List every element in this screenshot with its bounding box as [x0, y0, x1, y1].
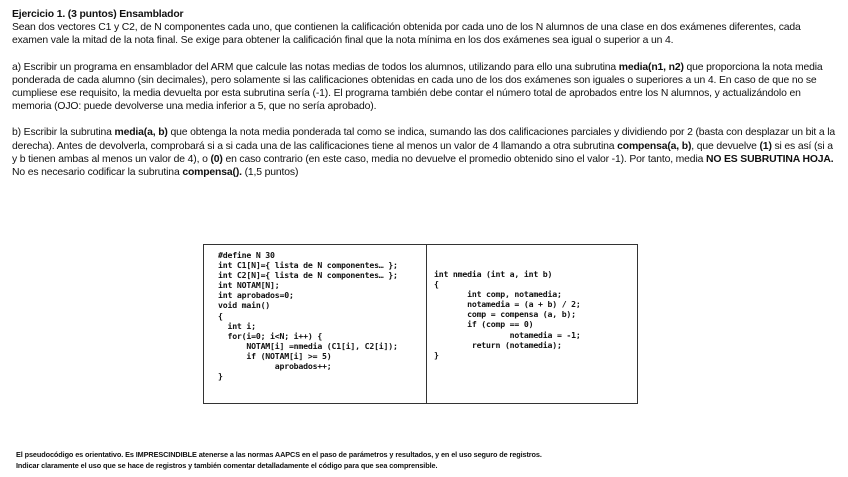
code-main: #define N 30 int C1[N]={ lista de N componentes… }; int C2[N]={ lista de N componentes… }; int NOTAM[N]; int aprobados=0; void main() { int i; for(i=0; i<N; i++) { NOTAM[i] =nmedia (C1[i], C2[i]); if (NOTAM[i] >= 5) aprobados++; }	[204, 245, 427, 403]
footer-note-2: Indicar claramente el uso que se hace de registros y también comentar detalladamente el código para que sea comprensible.	[16, 461, 438, 470]
part-a: a) Escribir un programa en ensamblador del ARM que calcule las notas medias de todos los alumnos, utilizando para ello una subrutina media(n1, n2) que proporciona la nota media ponderada de cada alumno (sin decimales), pero solamente si las calificaciones obtenidas en cada uno de los dos exámenes son iguales o superiores a un 4. En caso de que no se cumpliese ese requisito, la media devuelta por esta subrutina sería (-1). El programa también debe contar el número total de aprobados entre los N alumnos, y actualizándolo en memoria (OJO: puede devolverse una media inferior a 5, que no sería aprobado).	[12, 61, 823, 113]
footer-notes	[16, 449, 836, 471]
no-hoja-note: NO ES SUBRUTINA HOJA.	[705, 153, 834, 165]
exercise-intro: Sean dos vectores C1 y C2, de N componentes cada uno, que contienen la calificación obtenida por cada uno de los N alumnos de una clase en dos exámenes diferentes, cada examen vale la mitad de la nota final. Se exige para obtener la calificación final que la nota mínima en los dos exámenes sea igual o superior a un 4.	[12, 22, 801, 47]
fn-media-ref: media(n1, n2)	[618, 61, 684, 73]
footer-note-1: El pseudocódigo es orientativo. Es IMPRESCINDIBLE atenerse a las normas AAPCS en el paso de parámetros y resultados, y en el uso seguro de registros.	[16, 450, 542, 459]
code-nmedia: int nmedia (int a, int b) { int comp, notamedia; notamedia = (a + b) / 2; comp = compensa (a, b); if (comp == 0) notamedia = -1; return (notamedia); }	[434, 269, 581, 360]
exercise-title: Ejercicio 1. (3 puntos) Ensamblador	[12, 9, 184, 20]
fn-compensa-ref: compensa(a, b)	[617, 140, 692, 152]
fn-media-ref: media(a, b)	[114, 127, 168, 139]
part-b-note: No es necesario codificar la subrutina compensa(). (1,5 puntos)	[12, 167, 299, 179]
part-b: b) Escribir la subrutina media(a, b) que obtenga la nota media ponderada tal como se indica, sumando las dos calificaciones parciales y dividiendo por 2 (basta con desplazar un bit a la derecha). Antes de devolverla, comprobará si a si cada una de las calificaciones tiene al menos un valor de 4 llamando a otra subrutina compensa(a, b), que devuelve (1) si es así (si a y b tienen ambas al menos un valor de 4), o (0) en caso contrario (en este caso, media no devuelve el promedio obtenido sino el valor -1). Por tanto, media NO ES SUBRUTINA HOJA.	[12, 127, 836, 165]
exercise-text	[12, 8, 838, 179]
code-listing	[203, 244, 638, 404]
